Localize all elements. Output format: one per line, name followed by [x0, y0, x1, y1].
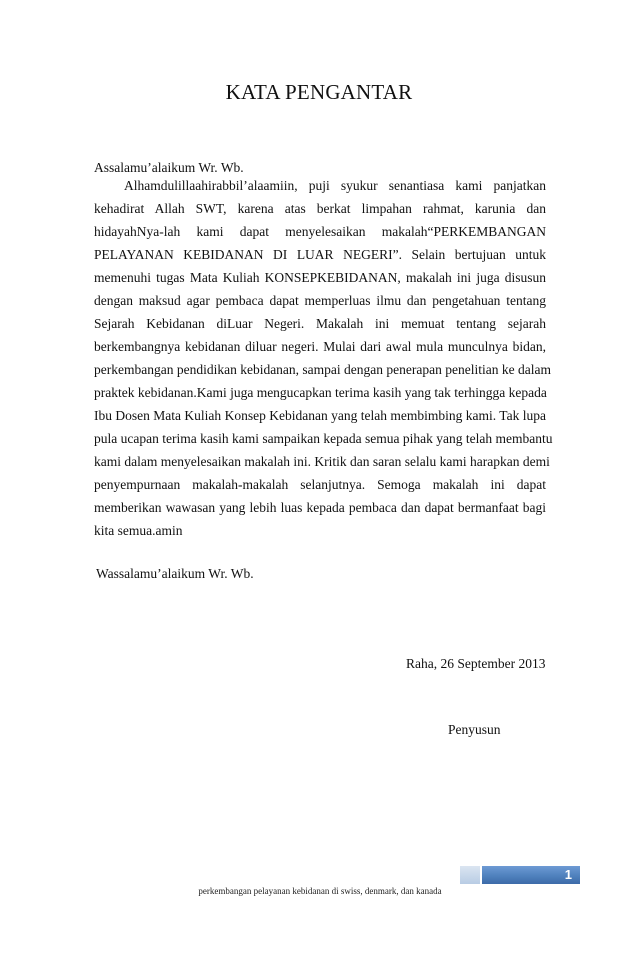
body-line: perkembangan pendidikan kebidanan, sampai dengan penerapan penelitian ke dalam	[94, 362, 551, 377]
body-line: penyempurnaan makalah-makalah selanjutnya. Semoga makalah ini dapat	[94, 477, 546, 492]
footer-bar-accent	[460, 866, 480, 884]
body-line: PELAYANAN KEBIDANAN DI LUAR NEGERI”. Selain bertujuan untuk	[94, 247, 546, 262]
footer-text: perkembangan pelayanan kebidanan di swiss, denmark, dan kanada	[198, 886, 442, 896]
body-line: kehadirat Allah SWT, karena atas berkat limpahan rahmat, karunia dan	[94, 201, 546, 216]
author-signature: Penyusun	[448, 722, 501, 737]
body-line: praktek kebidanan.Kami juga mengucapkan terima kasih yang tak terhingga kepada	[94, 385, 547, 400]
body-line: kami dalam menyelesaikan makalah ini. Kritik dan saran selalu kami harapkan demi	[94, 454, 550, 469]
body-line: dengan maksud agar pembaca dapat memperluas ilmu dan pengetahuan tentang	[94, 293, 546, 308]
footer-page-number-bar	[460, 866, 580, 884]
page-number: 1	[564, 867, 572, 882]
body-line: Sejarah Kebidanan diLuar Negeri. Makalah ini memuat tentang sejarah	[94, 316, 546, 331]
closing-greeting: Wassalamu’alaikum Wr. Wb.	[96, 566, 254, 581]
body-line: pula ucapan terima kasih kami sampaikan kepada semua pihak yang telah membantu	[94, 431, 553, 446]
page-title: KATA PENGANTAR	[225, 80, 413, 104]
body-line: hidayahNya-lah kami dapat menyelesaikan makalah“PERKEMBANGAN	[94, 224, 546, 239]
footer-bar-main	[480, 866, 580, 884]
body-line: memenuhi tugas Mata Kuliah KONSEPKEBIDANAN, makalah ini juga disusun	[94, 270, 546, 285]
body-line: memberikan wawasan yang lebih luas kepada pembaca dan dapat bermanfaat bagi	[94, 500, 546, 515]
place-date: Raha, 26 September 2013	[406, 656, 546, 671]
body-line: Ibu Dosen Mata Kuliah Konsep Kebidanan yang telah membimbing kami. Tak lupa	[94, 408, 546, 423]
body-line: berkembangnya kebidanan diluar negeri. Mulai dari awal mula munculnya bidan,	[94, 339, 546, 354]
body-line: kita semua.amin	[94, 523, 183, 538]
body-line: Alhamdulillaahirabbil’alaamiin, puji syukur senantiasa kami panjatkan	[124, 178, 546, 193]
opening-greeting: Assalamu’alaikum Wr. Wb.	[94, 160, 244, 175]
